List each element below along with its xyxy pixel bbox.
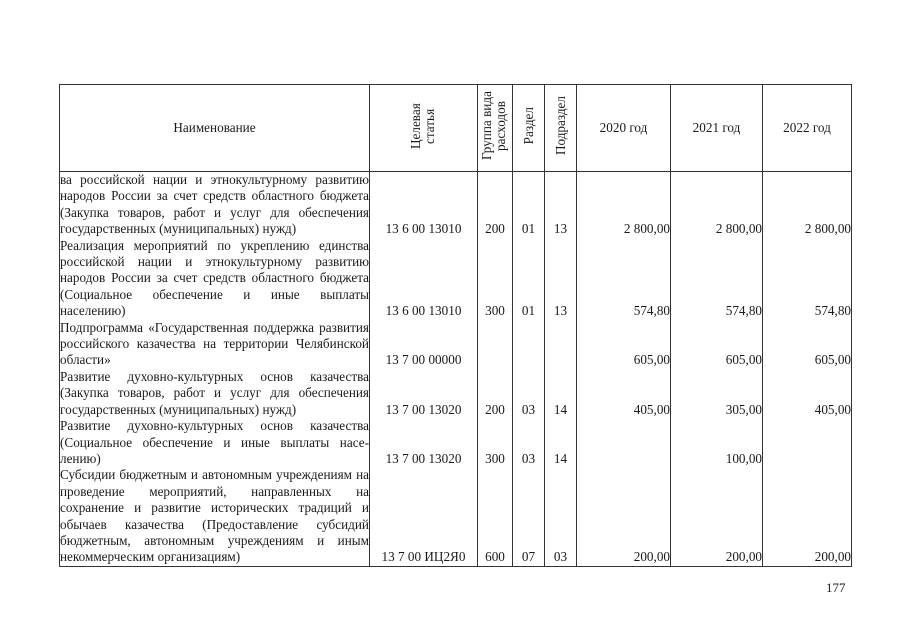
row-target: 13 7 00 13020 — [370, 369, 478, 418]
row-value-2021: 574,80 — [671, 238, 763, 320]
row-value-2022 — [763, 418, 852, 467]
row-value-2021: 100,00 — [671, 418, 763, 467]
row-value-2021: 605,00 — [671, 320, 763, 369]
row-section: 03 — [513, 418, 545, 467]
page-number: 177 — [826, 580, 846, 595]
row-target: 13 6 00 13010 — [370, 238, 478, 320]
row-target: 13 7 00 13020 — [370, 418, 478, 467]
header-2021: 2021 год — [671, 85, 763, 172]
budget-table — [59, 84, 852, 567]
row-expense-group: 600 — [478, 467, 513, 566]
row-section: 07 — [513, 467, 545, 566]
row-value-2020: 405,00 — [577, 369, 671, 418]
row-target: 13 7 00 00000 — [370, 320, 478, 369]
row-value-2022: 605,00 — [763, 320, 852, 369]
row-value-2022: 2 800,00 — [763, 172, 852, 238]
row-target: 13 6 00 13010 — [370, 172, 478, 238]
table-header-row — [60, 85, 852, 172]
header-target: Целевая статья — [370, 85, 478, 172]
row-name: Реализация мероприятий по укреплению единства российской нации и этнокультурному развитию народов России за счет средств областного бюджета (Социальное обеспечение и иные выплаты населению) — [60, 237, 369, 319]
row-expense-group: 300 — [478, 238, 513, 320]
row-value-2020: 605,00 — [577, 320, 671, 369]
row-expense-group: 200 — [478, 369, 513, 418]
row-value-2020: 2 800,00 — [577, 172, 671, 238]
row-value-2021: 2 800,00 — [671, 172, 763, 238]
row-value-2020: 574,80 — [577, 238, 671, 320]
header-section: Раздел — [513, 85, 545, 172]
row-name: Субсидии бюджетным и автономным учреждениям на проведение мероприятий, направленных на сохранение и развитие исторических традиций и обычаев казачества (Предоставление субсидий бюджетным, автономным учреждениям и иным некоммерческим организациям) — [60, 467, 369, 565]
row-name: Развитие духовно-культурных основ казачества (Закупка товаров, работ и услуг для обеспечения государственных (муниципальных) нужд) — [60, 368, 369, 417]
row-subsection: 13 — [545, 238, 577, 320]
table-row — [60, 467, 852, 566]
row-value-2022: 574,80 — [763, 238, 852, 320]
row-subsection — [545, 320, 577, 369]
row-subsection: 14 — [545, 418, 577, 467]
row-target: 13 7 00 ИЦ2Я0 — [370, 467, 478, 566]
row-section — [513, 320, 545, 369]
row-expense-group: 200 — [478, 172, 513, 238]
row-value-2021: 200,00 — [671, 467, 763, 566]
header-2022: 2022 год — [763, 85, 852, 172]
row-expense-group — [478, 320, 513, 369]
table-row — [60, 238, 852, 320]
header-subsection: Подраздел — [545, 85, 577, 172]
row-value-2022: 200,00 — [763, 467, 852, 566]
header-expense-group: Группа вида расходов — [478, 85, 513, 172]
table-row — [60, 418, 852, 467]
row-name: Развитие духовно-культурных основ казачества (Социальное обеспечение и иные выплаты населению) — [60, 418, 369, 466]
table-row — [60, 369, 852, 418]
row-subsection: 14 — [545, 369, 577, 418]
row-subsection: 03 — [545, 467, 577, 566]
table-row — [60, 320, 852, 369]
row-section: 03 — [513, 369, 545, 418]
row-section: 01 — [513, 172, 545, 238]
row-value-2021: 305,00 — [671, 369, 763, 418]
row-value-2020 — [577, 418, 671, 467]
row-subsection: 13 — [545, 172, 577, 238]
row-name: ва российской нации и этнокультурному развитию народов России за счет средств областного бюджета (Закупка товаров, работ и услуг для обеспечения государственных (муниципальных) нужд) — [60, 172, 369, 237]
header-name: Наименование — [60, 85, 370, 172]
row-value-2022: 405,00 — [763, 369, 852, 418]
row-expense-group: 300 — [478, 418, 513, 467]
row-section: 01 — [513, 238, 545, 320]
row-name: Подпрограмма «Государственная поддержка развития российского казачества на территории Челябинской области» — [60, 319, 369, 368]
table-row — [60, 172, 852, 238]
row-value-2020: 200,00 — [577, 467, 671, 566]
header-2020: 2020 год — [577, 85, 671, 172]
